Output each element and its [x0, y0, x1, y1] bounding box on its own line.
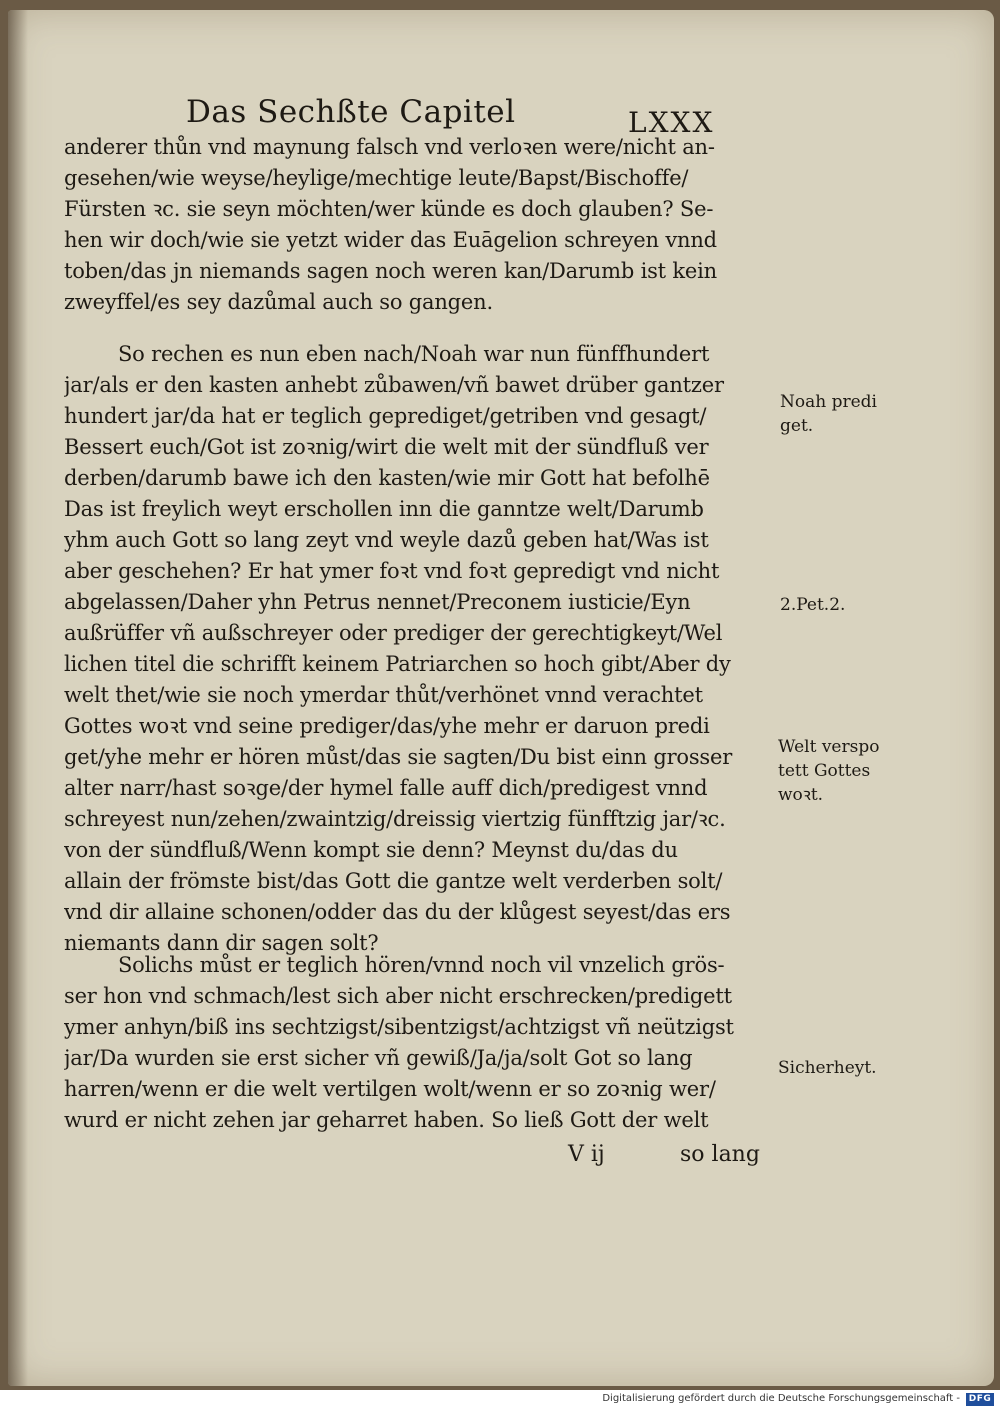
book-page [8, 10, 994, 1386]
text-line: jar/Da wurden sie erst sicher vñ gewiß/Ja/ja/solt Got so lang [64, 1046, 693, 1070]
text-line: Solichs můst er teglich hören/vnnd noch vil vnzelich grös- [118, 953, 725, 977]
folio-number: LXXX [628, 106, 715, 139]
text-line: von der sündfluß/Wenn kompt sie denn? Meynst du/das du [64, 838, 678, 862]
chapter-heading: Das Sechßte Capitel [186, 94, 516, 130]
margin-note-petrus [780, 593, 845, 617]
text-line: jar/als er den kasten anhebt zůbawen/vñ bawet drüber gantzer [64, 373, 724, 397]
text-line: zweyffel/es sey dazůmal auch so gangen. [64, 290, 493, 314]
text-line: gesehen/wie weyse/heylige/mechtige leute/Bapst/Bischoffe/ [64, 166, 689, 190]
text-line: ser hon vnd schmach/lest sich aber nicht erschrecken/predigett [64, 984, 732, 1008]
text-line: welt thet/wie sie noch ymerdar thůt/verhönet vnnd verachtet [64, 683, 703, 707]
margin-note-line: 2.Pet.2. [780, 595, 846, 615]
text-line: ymer anhyn/biß ins sechtzigst/sibentzigst/achtzigst vñ neützigst [64, 1015, 734, 1039]
text-line: schreyest nun/zehen/zwaintzig/dreissig viertzig fünfftzig jar/ꝛc. [64, 807, 726, 831]
text-line: allain der frömste bist/das Gott die gantze welt verderben solt/ [64, 869, 723, 893]
margin-note-line: Welt verspo [778, 737, 880, 757]
funding-credit: Digitalisierung gefördert durch die Deutsche Forschungsgemeinschaft - [602, 1393, 960, 1404]
paragraph-1 [64, 132, 784, 318]
text-line: Fürsten ꝛc. sie seyn möchten/wer künde es doch glauben? Se- [64, 197, 714, 221]
text-line: niemants dann dir sagen solt? [64, 931, 379, 955]
margin-note-sicherheyt [778, 1056, 877, 1080]
text-line: derben/darumb bawe ich den kasten/wie mir Gott hat befolhē [64, 466, 710, 490]
paragraph-3 [64, 950, 784, 1136]
text-line: harren/wenn er die welt vertilgen wolt/wenn er so zoꝛnig wer/ [64, 1077, 716, 1101]
text-line: anderer thůn vnd maynung falsch vnd verloꝛen were/nicht an- [64, 135, 715, 159]
margin-note-line: tett Gottes [778, 761, 871, 781]
text-line: vnd dir allaine schonen/odder das du der klůgest seyest/das ers [64, 900, 731, 924]
text-line: alter narr/hast soꝛge/der hymel falle auff dich/predigest vnnd [64, 776, 708, 800]
text-line: lichen titel die schrifft keinem Patriarchen so hoch gibt/Aber dy [64, 652, 731, 676]
text-line: aber geschehen? Er hat ymer foꝛt vnd foꝛt gepredigt vnd nicht [64, 559, 720, 583]
margin-note-line: woꝛt. [778, 785, 824, 805]
text-line: wurd er nicht zehen jar geharret haben. So ließ Gott der welt [64, 1108, 709, 1132]
text-line: Gottes woꝛt vnd seine prediger/das/yhe mehr er daruon predi [64, 714, 710, 738]
page-gutter-shadow [8, 10, 28, 1386]
text-line: außrüffer vñ außschreyer oder prediger der gerechtigkeyt/Wel [64, 621, 723, 645]
margin-note-line: Noah predi [780, 392, 877, 412]
margin-note-line: get. [780, 416, 814, 436]
catchword: so lang [680, 1142, 760, 1167]
text-line: toben/das jn niemands sagen noch weren kan/Darumb ist kein [64, 259, 717, 283]
margin-note-line: Sicherheyt. [778, 1058, 877, 1078]
dfg-logo: DFG [966, 1393, 994, 1406]
text-line: abgelassen/Daher yhn Petrus nennet/Preconem iusticie/Eyn [64, 590, 691, 614]
text-line: get/yhe mehr er hören můst/das sie sagten/Du bist einn grosser [64, 745, 733, 769]
text-line: yhm auch Gott so lang zeyt vnd weyle dazů geben hat/Was ist [64, 528, 709, 552]
text-line: hundert jar/da hat er teglich geprediget/getriben vnd gesagt/ [64, 404, 707, 428]
margin-note-noah [780, 390, 877, 438]
text-line: Bessert euch/Got ist zoꝛnig/wirt die welt mit der sündfluß ver [64, 435, 709, 459]
text-line: So rechen es nun eben nach/Noah war nun fünffhundert [118, 342, 710, 366]
margin-note-welt [778, 735, 879, 807]
digitization-footer [0, 1390, 1000, 1410]
text-line: Das ist freylich weyt erschollen inn die ganntze welt/Darumb [64, 497, 704, 521]
signature-mark: V ij [568, 1142, 605, 1167]
paragraph-2 [64, 339, 784, 959]
text-line: hen wir doch/wie sie yetzt wider das Euāgelion schreyen vnnd [64, 228, 717, 252]
